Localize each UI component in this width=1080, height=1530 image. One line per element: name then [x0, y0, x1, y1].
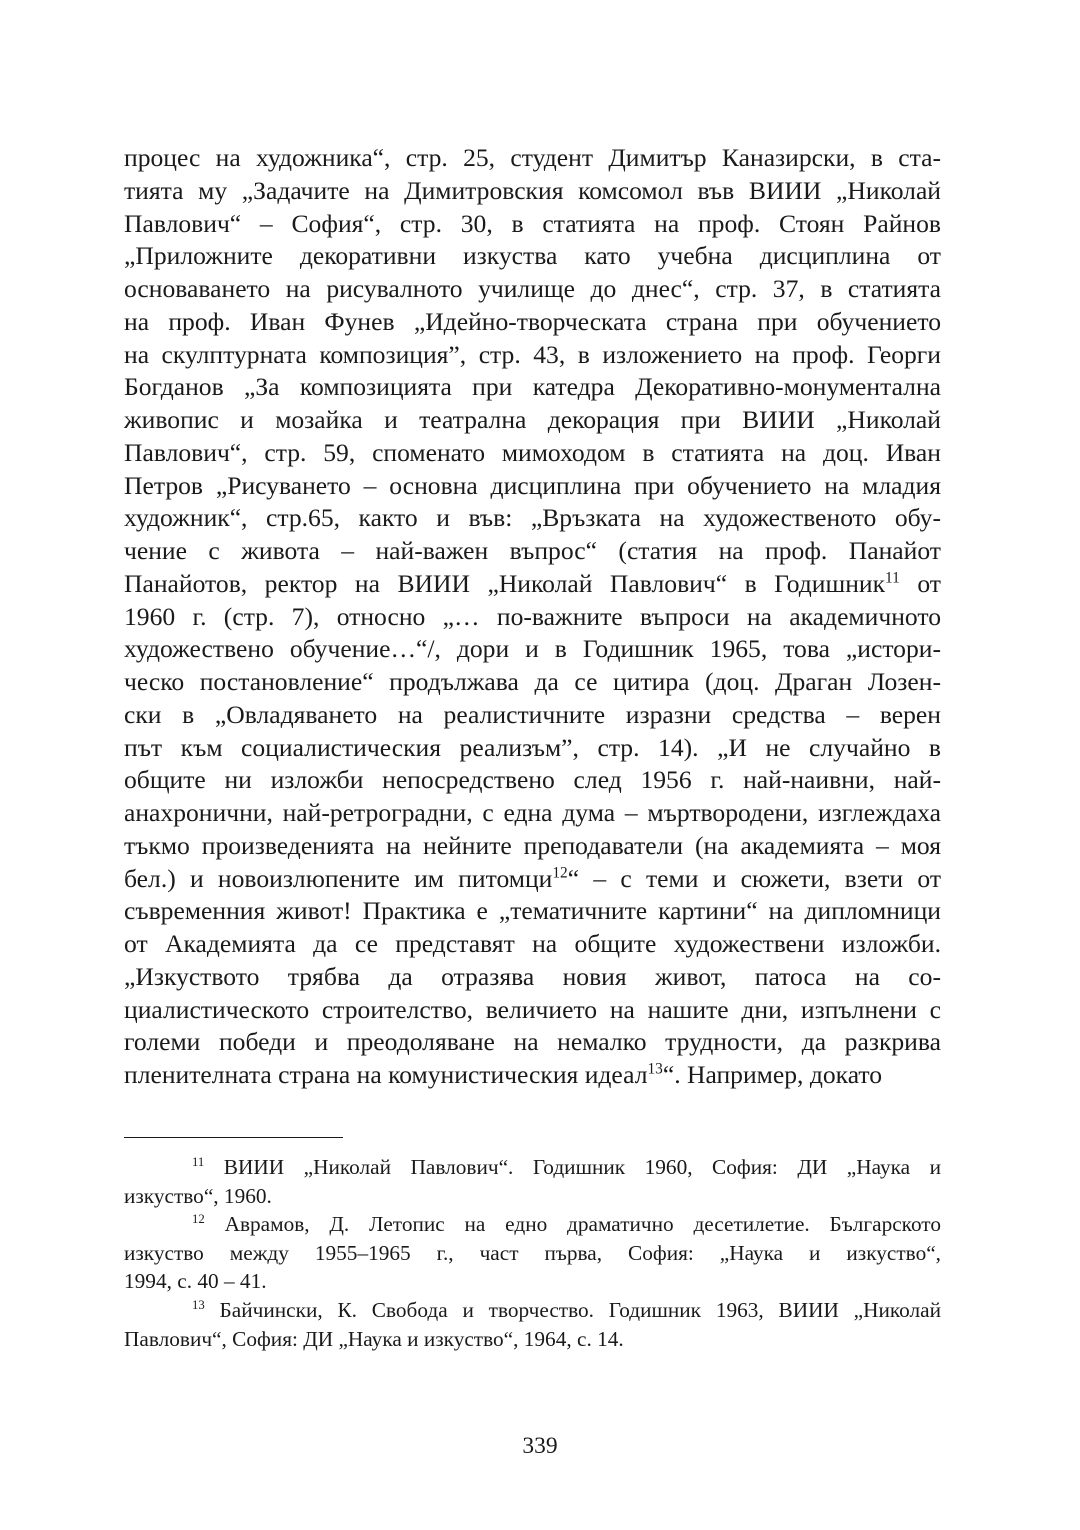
- text-line: [124, 863, 941, 896]
- footnote-text: Байчински, К. Свобода и творчество. Годишник 1963, ВИИИ „Николай: [204, 1297, 941, 1322]
- text-segment: “. Например, докато: [662, 1060, 883, 1089]
- footnote-12: [124, 1210, 941, 1239]
- footnote-text: ВИИИ „Николай Павлович“. Годишник 1960, София: ДИ „Наука и: [204, 1155, 941, 1179]
- text-line: анахронични, най-ретроградни, с една дума – мъртвородени, изглеждаха: [124, 798, 941, 827]
- text-line: общите ни изложби непосредствено след 1956 г. най-наивни, най-: [124, 765, 941, 795]
- text-segment: пленителната страна на комунистическия идеал: [124, 1060, 648, 1089]
- text-line: на скулптурната композиция”, стр. 43, в изложението на проф. Георги: [124, 339, 941, 369]
- text-segment: Панайотов, ректор на ВИИИ „Николай Павлович“ в Годишник: [124, 568, 886, 598]
- text-line: художествено обучение…“/, дори и в Годишник 1965, това „истори-: [124, 634, 941, 664]
- footnote-text: Аврамов, Д. Летопис на едно драматично десетилетие. Българското: [204, 1212, 941, 1237]
- text-line: ски в „Овладяването на реалистичните изразни средства – верен: [124, 699, 941, 729]
- footnote-number: 12: [192, 1212, 205, 1227]
- text-segment: “ – с теми и сюжети, взети от: [567, 863, 942, 893]
- footnote-ref-12[interactable]: 12: [552, 863, 568, 881]
- text-segment: бел.) и новоизлюпените им питомци: [124, 863, 553, 893]
- footnote-ref-13[interactable]: 13: [647, 1060, 663, 1078]
- text-segment: от: [899, 568, 941, 598]
- text-line: съвременния живот! Практика е „тематичните картини“ на дипломници: [124, 896, 941, 926]
- text-line: големи победи и преодоляване на немалко трудности, да разкрива: [124, 1027, 941, 1057]
- footnote-text: изкуство между 1955–1965 г., част първа, София: „Наука и изкуство“,: [124, 1240, 941, 1265]
- footnote-13: [124, 1296, 941, 1325]
- text-line: път към социалистическия реализъм”, стр. 14). „И не случайно в: [124, 732, 941, 762]
- text-line: живопис и мозайка и театрална декорация при ВИИИ „Николай: [124, 405, 941, 434]
- footnote-text: 1994, с. 40 – 41.: [124, 1269, 267, 1294]
- text-line: 1960 г. (стр. 7), относно „… по-важните въпроси на академичното: [124, 601, 941, 631]
- text-line: Павлович“ – София“, стр. 30, в статията на проф. Стоян Райнов: [124, 208, 941, 238]
- main-text: [124, 142, 941, 1092]
- footnote-number: 11: [192, 1155, 205, 1170]
- text-line: тията му „Задачите на Димитровския комсомол във ВИИИ „Николай: [124, 175, 941, 205]
- text-line: Петров „Рисуването – основна дисциплина при обучението на младия: [124, 470, 941, 500]
- text-line: Павлович“, стр. 59, споменато мимоходом в статията на доц. Иван: [124, 437, 941, 467]
- footnote-separator: [124, 1137, 343, 1138]
- text-line: ческо постановление“ продължава да се цитира (доц. Драган Лозен-: [124, 667, 941, 696]
- text-line: [124, 1059, 941, 1092]
- text-line: процес на художника“, стр. 25, студент Димитър Каназирски, в ста-: [124, 143, 941, 172]
- text-line: Богданов „За композицията при катедра Декоративно-монументална: [124, 372, 941, 402]
- footnote-ref-11[interactable]: 11: [885, 569, 900, 587]
- page-number: 339: [522, 1433, 558, 1459]
- footnote-11: [124, 1153, 941, 1182]
- text-line: от Академията да се представят на общите художествени изложби.: [124, 929, 941, 958]
- footnotes: [124, 1153, 941, 1353]
- text-line: циалистическото строителство, величието на нашите дни, изпълнени с: [124, 994, 941, 1024]
- footnote-number: 13: [192, 1298, 205, 1313]
- footnote-text: изкуство“, 1960.: [124, 1183, 272, 1208]
- footnote-text: Павлович“, София: ДИ „Наука и изкуство“, 1964, с. 14.: [124, 1326, 624, 1351]
- text-line: „Приложните декоративни изкуства като учебна дисциплина от: [124, 241, 941, 271]
- text-line: художник“, стр.65, както и във: „Връзката на художественото обу-: [124, 503, 941, 533]
- text-line: на проф. Иван Фунев „Идейно-творческата страна при обучението: [124, 306, 941, 336]
- text-line: чение с живота – най-важен въпрос“ (статия на проф. Панайот: [124, 536, 941, 565]
- text-line: основаването на рисувалното училище до днес“, стр. 37, в статията: [124, 274, 941, 303]
- text-line: „Изкуството трябва да отразява новия живот, патоса на со-: [124, 961, 941, 991]
- text-line: тъкмо произведенията на нейните преподаватели (на академията – моя: [124, 830, 941, 860]
- text-line: [124, 568, 941, 601]
